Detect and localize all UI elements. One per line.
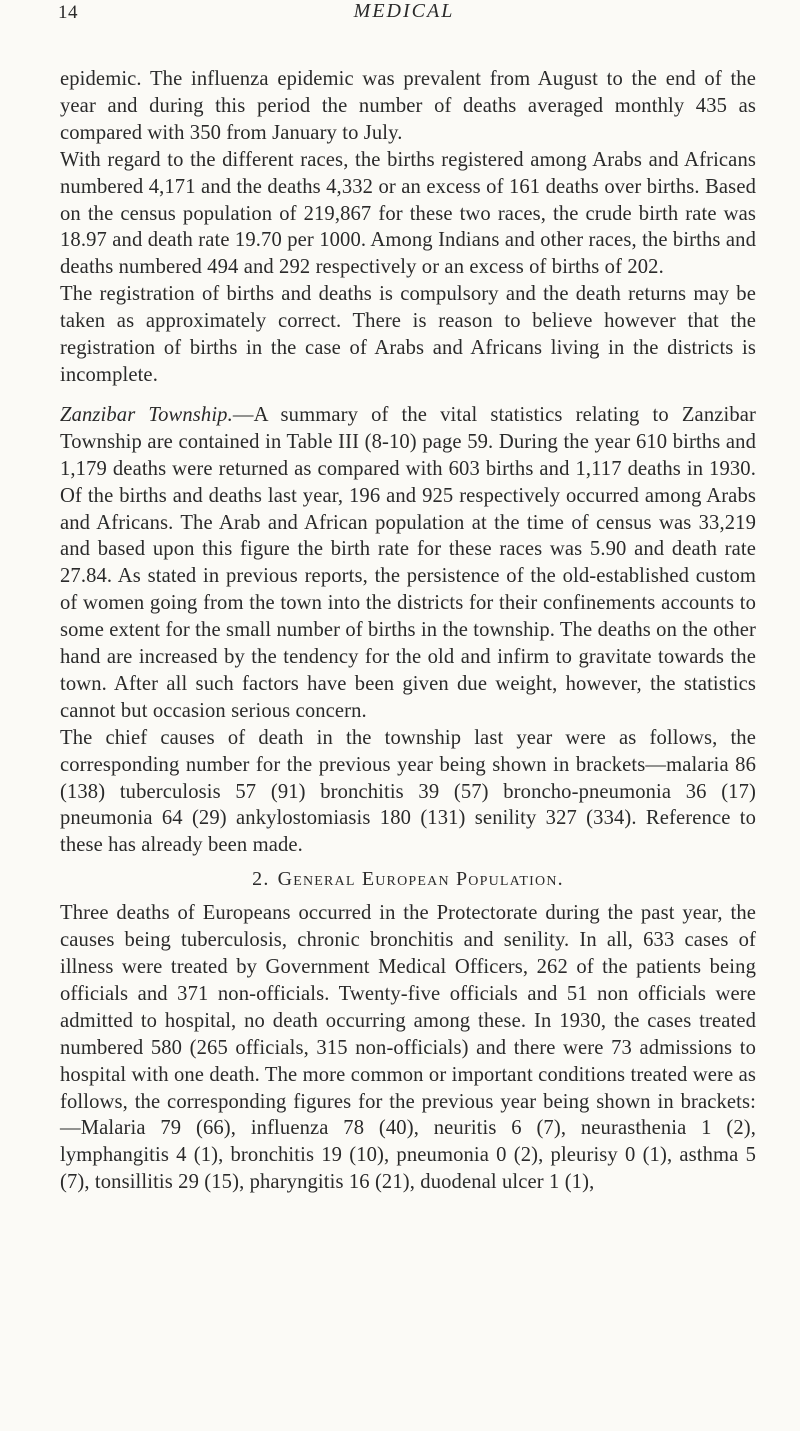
paragraph-township	[60, 402, 756, 725]
paragraph-causes-of-death: The chief causes of death in the township last year were as follows, the corresponding number for the previous year being shown in brackets—malaria 86 (138) tuberculosis 57 (91) bronchitis 39 (57) broncho-pneumonia 36 (17) pneumonia 64 (29) ankylostomiasis 180 (131) senility 327 (334). Reference to these has already been made.	[60, 726, 756, 857]
township-subheading: Zanzibar Township.	[60, 403, 233, 426]
page-number: 14	[58, 2, 78, 23]
document-page	[48, 0, 760, 1194]
section-heading	[60, 866, 756, 893]
page-header	[48, 0, 760, 60]
body-text	[60, 66, 756, 1196]
paragraph-registration: The registration of births and deaths is compulsory and the death returns may be taken as approximately correct. There is reason to believe however that the registration of births in the case of Arabs and Africans living in the districts is incomplete.	[60, 283, 756, 386]
paragraph-epidemic: epidemic. The influenza epidemic was prevalent from August to the end of the year and during this period the number of deaths averaged monthly 435 as compared with 350 from January to July.	[60, 68, 756, 144]
running-head: MEDICAL	[353, 0, 455, 22]
section-number: 2.	[252, 868, 270, 891]
section-title: General European Population.	[277, 868, 564, 891]
paragraph-europeans: Three deaths of Europeans occurred in the Protectorate during the past year, the causes being tuberculosis, chronic bronchitis and senility. In all, 633 cases of illness were treated by Government Medical Officers, 262 of the patients being officials and 371 non-officials. Twenty-five officials and 51 non officials were admitted to hospital, no death occurring among these. In 1930, the cases treated numbered 580 (265 officials, 315 non-officials) and there were 73 admissions to hospital with one death. The more common or important conditions treated were as follows, the corresponding figures for the previous year being shown in brackets:—Malaria 79 (66), influenza 78 (40), neuritis 6 (7), neurasthenia 1 (2), lymphangitis 4 (1), bronchitis 19 (10), pneumonia 0 (2), pleurisy 0 (1), asthma 5 (7), tonsillitis 29 (15), pharyngitis 16 (21), duodenal ulcer 1 (1),	[60, 902, 756, 1194]
township-text: —A summary of the vital statistics relating to Zanzibar Township are contained in Table III (8-10) page 59. During the year 610 births and 1,179 deaths were returned as compared with 603 births and 1,117 deaths in 1930. Of the births and deaths last year, 196 and 925 respectively occurred among Arabs and Africans. The Arab and African population at the time of census was 33,219 and based upon this figure the birth rate for these races was 5.90 and death rate 27.84. As stated in previous reports, the persistence of the old-established custom of women going from the town into the districts for their confinements accounts to some extent for the small number of births in the township. The deaths on the other hand are increased by the tendency for the old and infirm to gravitate towards the town. After all such factors have been given due weight, however, the statistics cannot but occasion serious concern.	[60, 403, 756, 722]
paragraph-races: With regard to the different races, the births registered among Arabs and Africans numbered 4,171 and the deaths 4,332 or an excess of 161 deaths over births. Based on the census population of 219,867 for these two races, the crude birth rate was 18.97 and death rate 19.70 per 1000. Among Indians and other races, the births and deaths numbered 494 and 292 respectively or an excess of births of 202.	[60, 148, 756, 279]
